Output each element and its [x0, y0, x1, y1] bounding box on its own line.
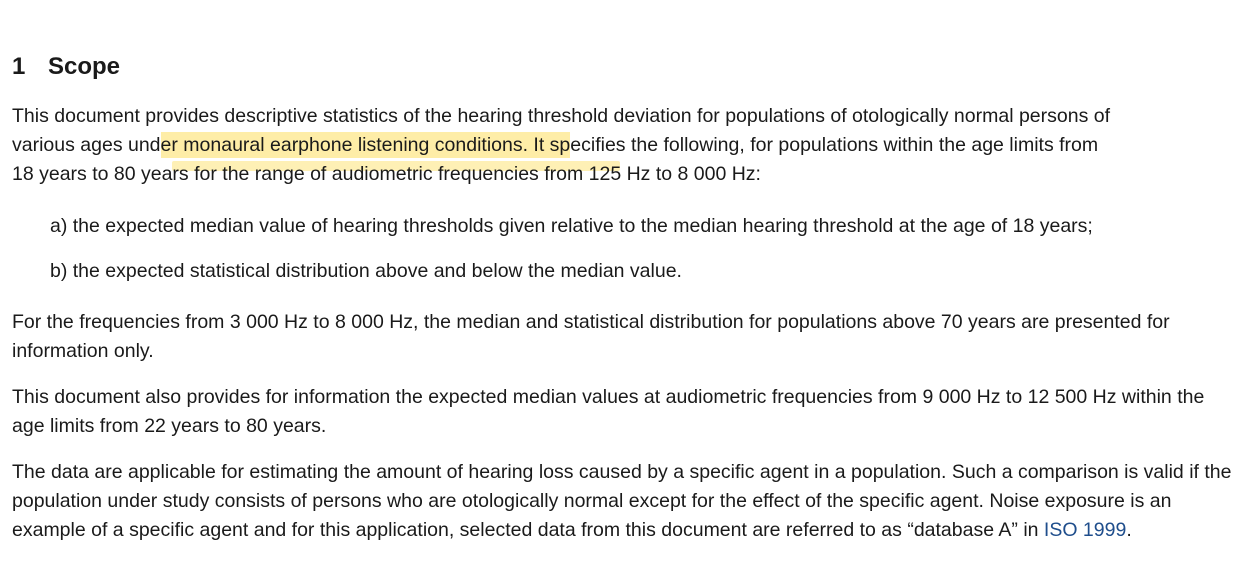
- iso-1999-link[interactable]: ISO 1999: [1043, 519, 1127, 541]
- section-heading: [12, 52, 120, 82]
- paragraph-scope-intro: [12, 102, 1234, 189]
- section-number: 1: [12, 53, 26, 80]
- paragraph-application: [12, 458, 1234, 545]
- paragraph-line: 18 years to 80 years for the range of audiometric frequencies from 125 Hz to 8 000 Hz:: [12, 163, 761, 185]
- paragraph-frequencies-note: For the frequencies from 3 000 Hz to 8 000 Hz, the median and statistical distribution for populations above 70 years are presented for information only.: [12, 311, 1170, 362]
- paragraph-line: This document provides descriptive statistics of the hearing threshold deviation for populations of otologically normal persons of: [12, 105, 1111, 127]
- highlighted-text[interactable]: er monaural earphone listening conditions. It sp: [160, 134, 571, 156]
- list-item-b: b) the expected statistical distribution above and below the median value.: [50, 260, 682, 282]
- paragraph-text: The data are applicable for estimating the amount of hearing loss caused by a specific agent in a population. Such a comparison is valid if the population under study consists of persons who are otologically normal except for the effect of the specific agent. Noise exposure is an example of a specific agent and for this application, selected data from this document are referred to as “database A” in: [12, 461, 1232, 541]
- paragraph-extended-frequencies: This document also provides for information the expected median values at audiometric frequencies from 9 000 Hz to 12 500 Hz within the age limits from 22 years to 80 years.: [12, 386, 1205, 437]
- paragraph-line-segment: ecifies the following, for populations within the age limits from: [570, 134, 1099, 156]
- paragraph-end: .: [1126, 519, 1132, 541]
- list-item-a: a) the expected median value of hearing thresholds given relative to the median hearing threshold at the age of 18 years;: [50, 215, 1093, 237]
- paragraph-line-segment: various ages und: [12, 134, 161, 156]
- section-title: Scope: [48, 53, 121, 80]
